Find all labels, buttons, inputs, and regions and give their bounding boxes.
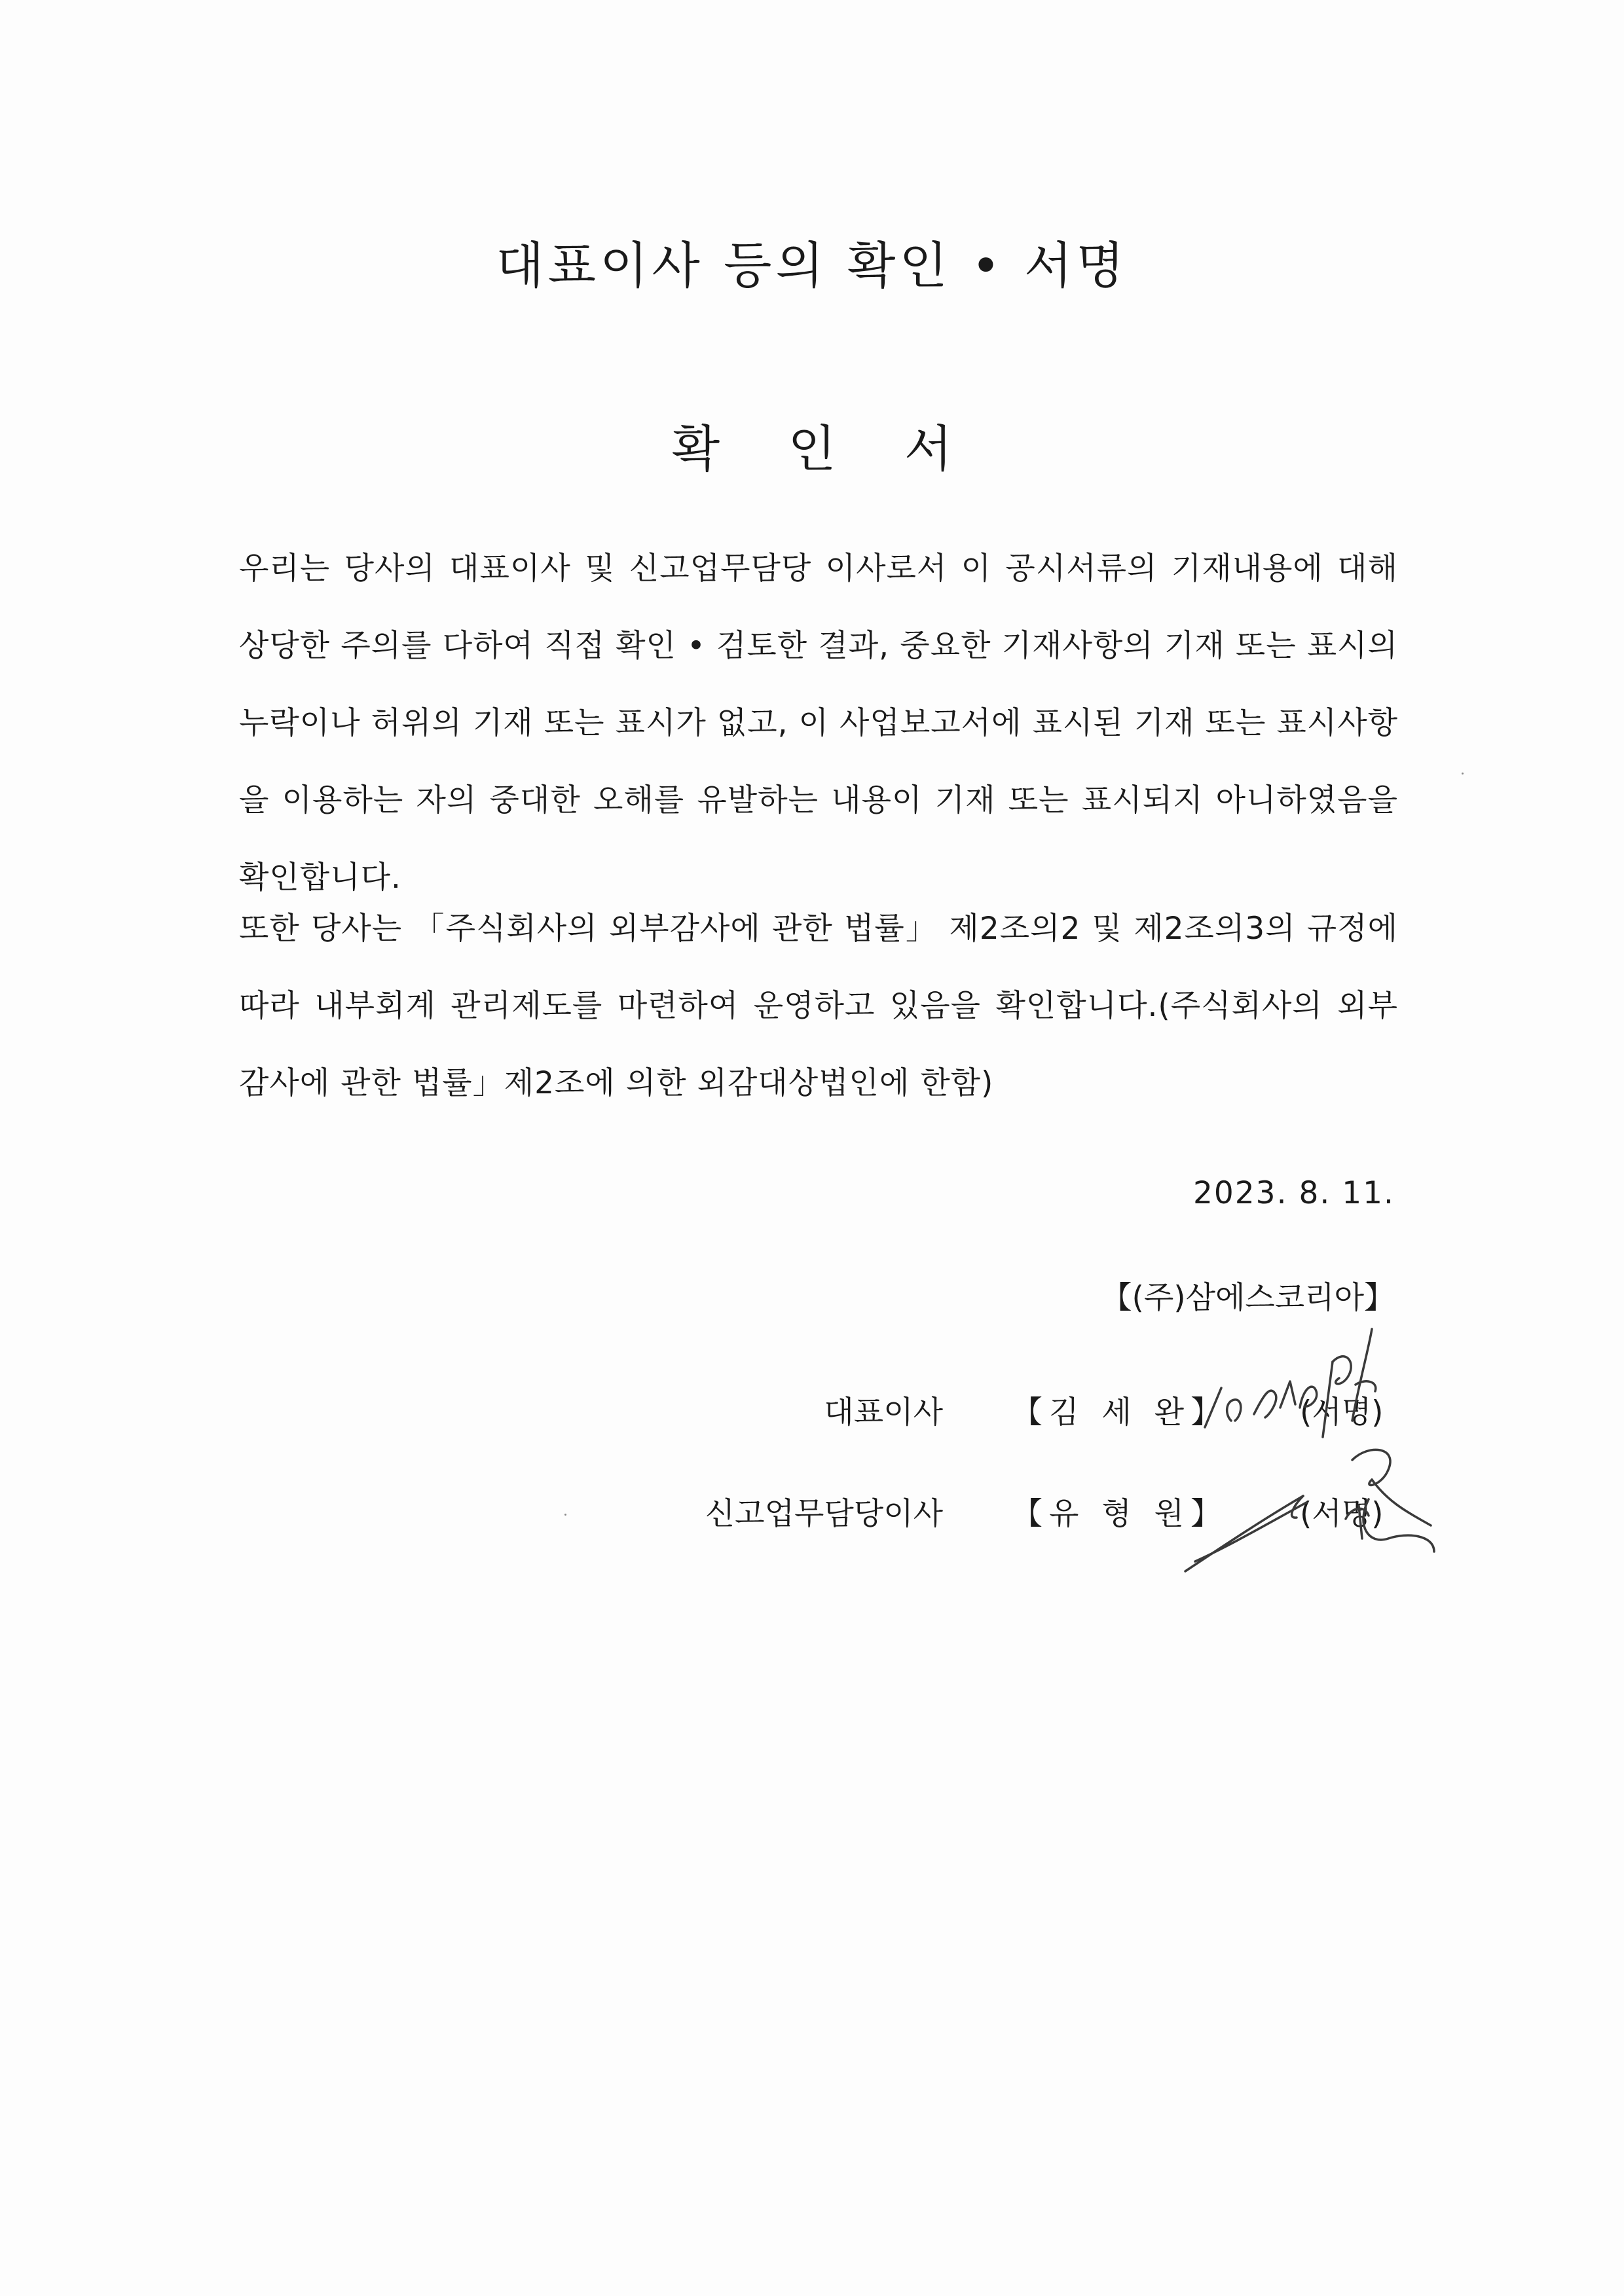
document-subtitle: 확 인 서 [671,420,979,478]
document-title: 대표이사 등의 확인 • 서명 [496,236,1128,295]
signatory-row-ceo [0,1368,1624,1447]
signature-label: (서명) [1300,1394,1384,1430]
company-name: 【(주)삼에스코리아】 [1101,1280,1395,1316]
document-date: 2023. 8. 11. [1192,1175,1395,1211]
signature-label: (서명) [1300,1496,1384,1532]
signatory-role: 신고업무담당이사 [705,1496,943,1532]
internal-control-paragraph: 또한 당사는 「주식회사의 외부감사에 관한 법률」 제2조의2 및 제2조의3의 규정에 따라 내부회계 관리제도를 마련하여 운영하고 있음을 확인합니다.(주식회사의 외부감사에 관한 법률」제2조에 의한 외감대상법인에 한함) [239,911,1398,1101]
signatory-row-disclosure-director [0,1470,1624,1548]
scan-speck [564,1514,566,1516]
confirmation-paragraph: 우리는 당사의 대표이사 및 신고업무담당 이사로서 이 공시서류의 기재내용에 대해 상당한 주의를 다하여 직접 확인 • 검토한 결과, 중요한 기재사항의 기재 또는 표시의 누락이나 허위의 기재 또는 표시가 없고, 이 사업보고서에 표시된 기재 또는 표시사항을 이용하는 자의 중대한 오해를 유발하는 내용이 기재 또는 표시되지 아니하였음을 확인합니다. [239,551,1398,896]
signatory-role: 대표이사 [824,1394,943,1430]
signatory-name: 【김 세 완】 [1012,1394,1228,1430]
signatory-name: 【유 형 원】 [1012,1496,1228,1532]
scan-speck [1462,773,1464,774]
